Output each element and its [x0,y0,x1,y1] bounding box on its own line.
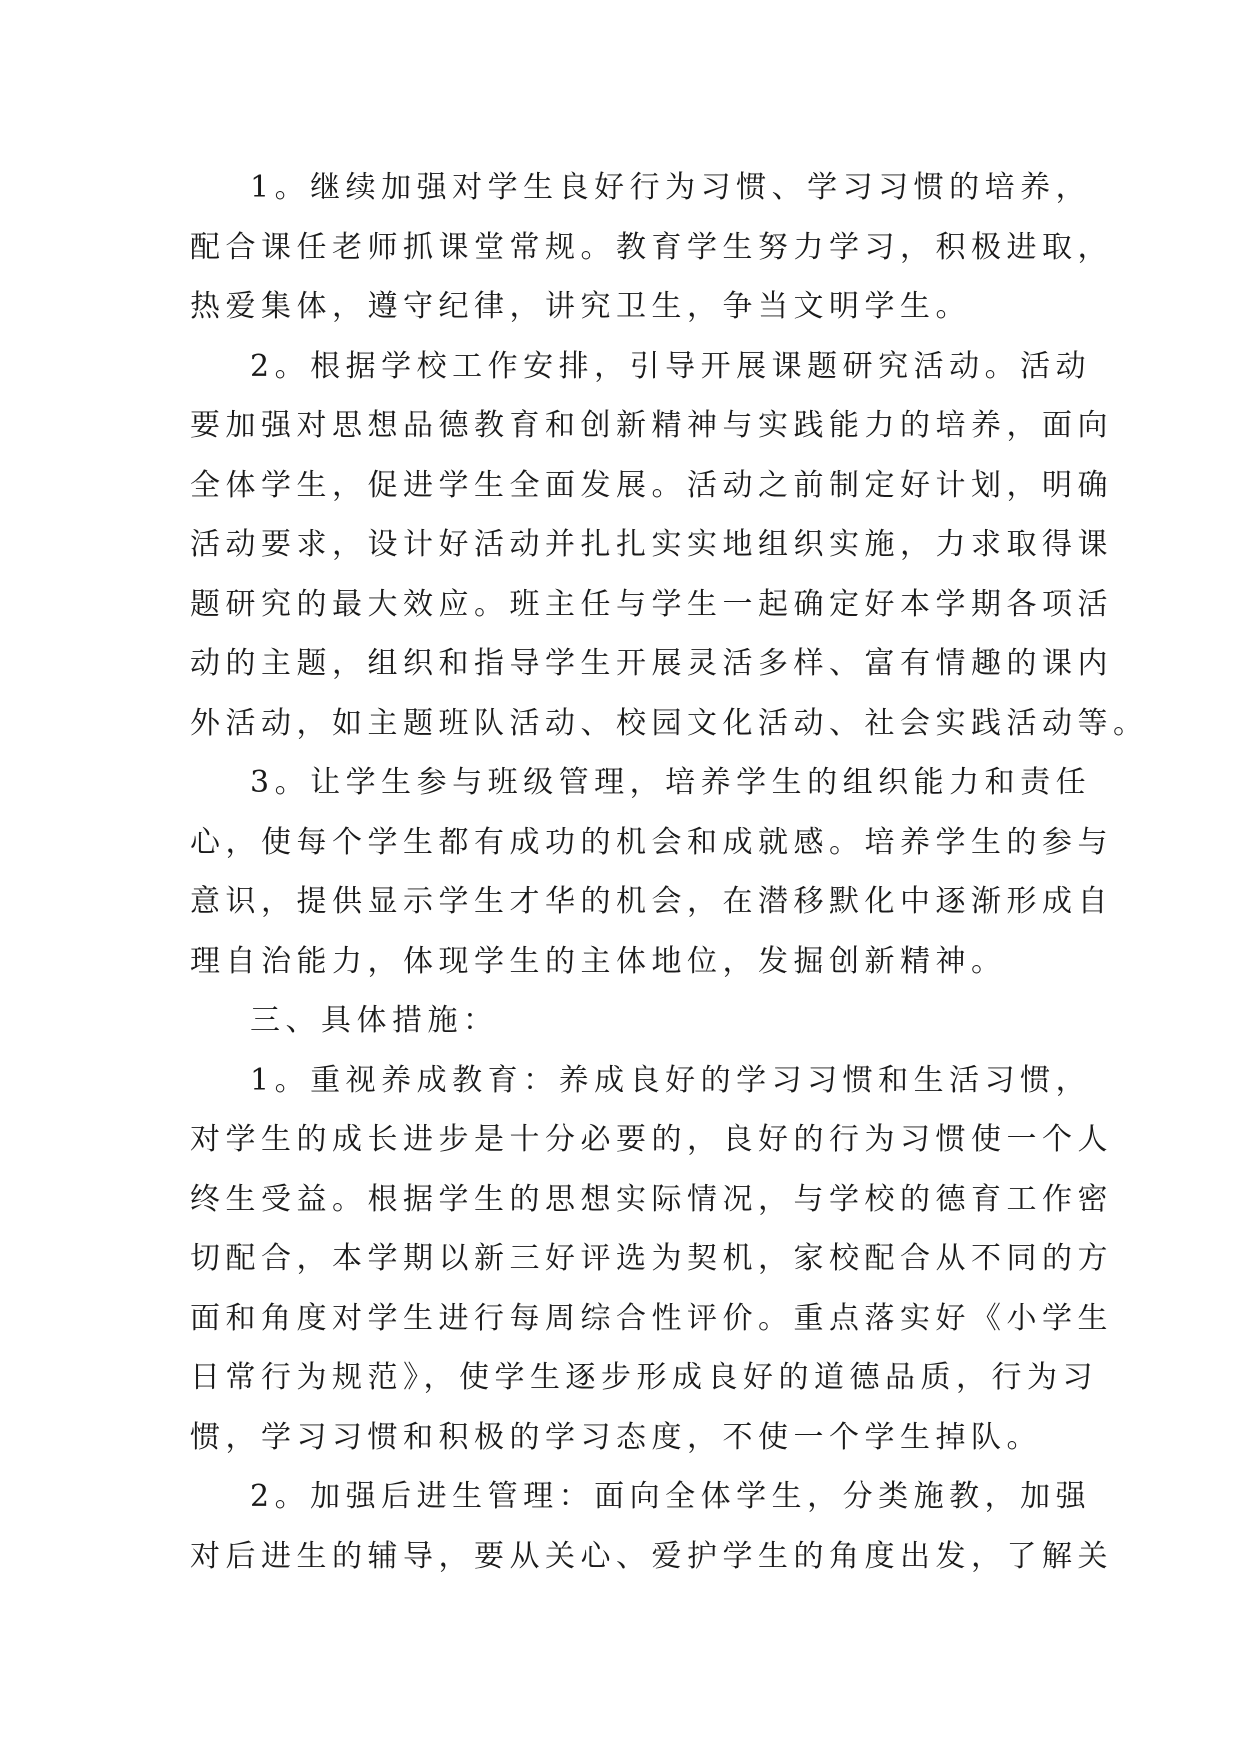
text-line: 2。加强后进生管理：面向全体学生，分类施教，加强 [250,1479,1092,1514]
text-line: 面和角度对学生进行每周综合性评价。重点落实好《小学生 [190,1300,1113,1336]
text-line: 动的主题，组织和指导学生开展灵活多样、富有情趣的课内 [190,646,1113,681]
text-line: 1。重视养成教育：养成良好的学习习惯和生活习惯， [250,1062,1092,1098]
text-line: 全体学生，促进学生全面发展。活动之前制定好计划，明确 [190,467,1113,503]
text-line: 终生受益。根据学生的思想实际情况，与学校的德育工作密 [190,1181,1113,1217]
text-line: 1。继续加强对学生良好行为习惯、学习习惯的培养， [250,170,1092,205]
text-line: 要加强对思想品德教育和创新精神与实践能力的培养，面向 [190,408,1113,443]
text-line: 配合课任老师抓课堂常规。教育学生努力学习，积极进取， [190,229,1113,265]
text-line: 热爱集体，遵守纪律，讲究卫生，争当文明学生。 [190,289,971,324]
text-line: 惯，学习习惯和积极的学习态度，不使一个学生掉队。 [190,1419,1042,1455]
text-line: 理自治能力，体现学生的主体地位，发掘创新精神。 [190,943,1007,979]
text-line: 对后进生的辅导，要从关心、爱护学生的角度出发，了解关 [190,1538,1113,1574]
text-line: 心，使每个学生都有成功的机会和成就感。培养学生的参与 [190,824,1113,860]
text-line: 外活动，如主题班队活动、校园文化活动、社会实践活动等。 [190,705,1149,741]
text-line: 意识，提供显示学生才华的机会，在潜移默化中逐渐形成自 [190,884,1113,919]
body-text [190,158,1149,1586]
text-line: 切配合，本学期以新三好评选为契机，家校配合从不同的方 [190,1241,1113,1276]
text-line: 对学生的成长进步是十分必要的，良好的行为习惯使一个人 [190,1122,1113,1157]
text-line: 日常行为规范》，使学生逐步形成良好的道德品质，行为习 [190,1360,1098,1395]
text-line: 2。根据学校工作安排，引导开展课题研究活动。活动 [250,348,1092,384]
section-heading: 三、具体措施： [250,1003,499,1038]
text-line: 题研究的最大效应。班主任与学生一起确定好本学期各项活 [190,586,1113,622]
text-line: 活动要求，设计好活动并扎扎实实地组织实施，力求取得课 [190,527,1113,562]
text-line: 3。让学生参与班级管理，培养学生的组织能力和责任 [250,765,1092,800]
